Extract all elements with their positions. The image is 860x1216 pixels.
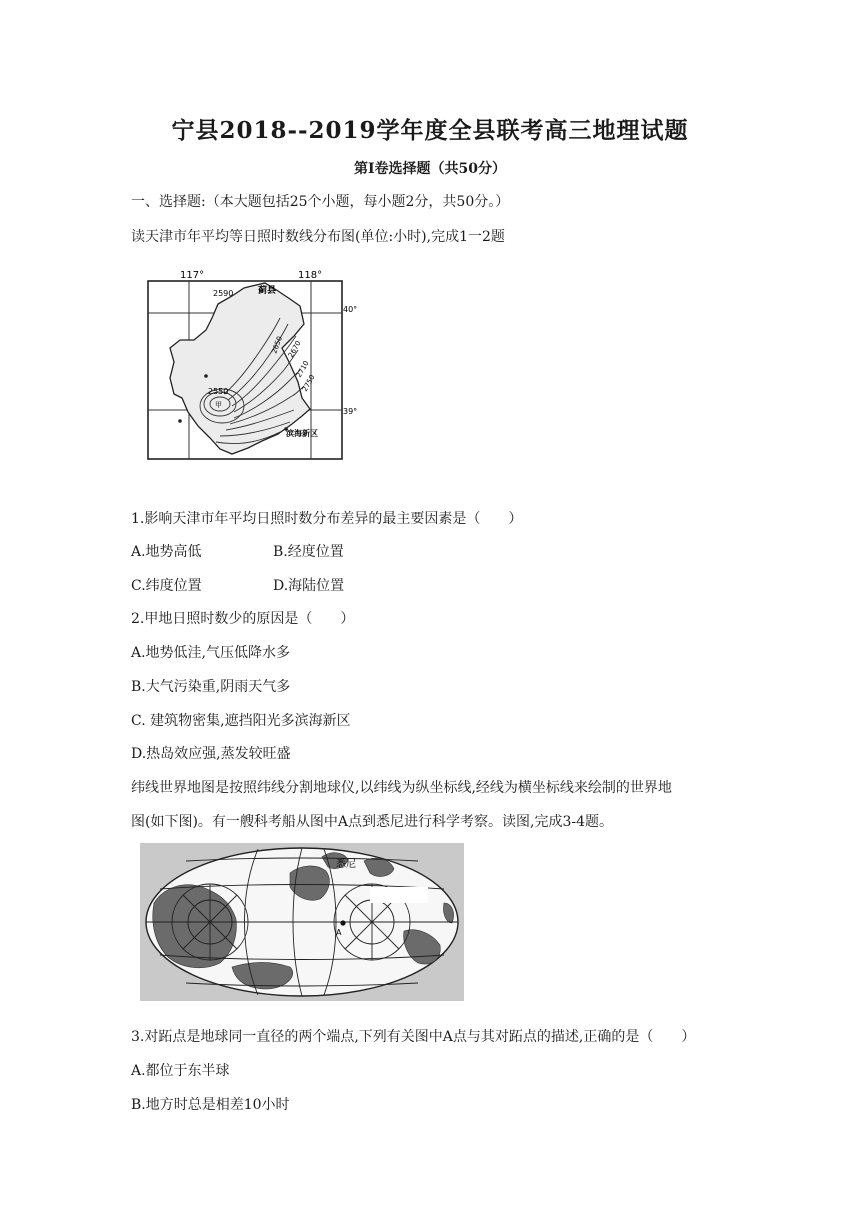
- q2-option-b: B.大气污染重,阴雨天气多: [131, 679, 291, 695]
- q3-option-a: A.都位于东半球: [131, 1063, 230, 1079]
- section-heading: 一、选择题:（本大题包括25个小题，每小题2分，共50分。）: [131, 194, 510, 210]
- lon-label-118: 118°: [298, 270, 323, 281]
- intro-q3-4-line1: 纬线世界地图是按照纬线分割地球仪,以纬线为纵坐标线,经线为横坐标线来绘制的世界地: [131, 780, 672, 796]
- lat-label-39: 39°: [343, 407, 358, 416]
- isoline-label-2550: 2550: [208, 387, 229, 396]
- q1-option-d: D.海陆位置: [273, 578, 345, 594]
- intro-q1-2: 读天津市年平均等日照时数线分布图(单位:小时),完成1一2题: [131, 229, 505, 245]
- point-a-marker: [340, 920, 345, 925]
- place-label-jixian: 蓟县: [258, 286, 277, 296]
- q2-stem: 2.甲地日照时数少的原因是（ ）: [131, 611, 355, 627]
- section-subtitle: 第Ⅰ卷选择题（共50分）: [353, 161, 507, 177]
- place-label-jia: 甲: [215, 401, 222, 409]
- isoline-label-2650: 2650: [270, 335, 284, 355]
- intro-q3-4-line2: 图(如下图)。有一艘科考船从图中A点到悉尼进行科学考察。读图,完成3-4题。: [131, 814, 614, 830]
- isoline-label-2750: 2750: [300, 373, 317, 393]
- latitude-world-map: [140, 843, 464, 1001]
- q1-stem: 1.影响天津市年平均日照时数分布差异的最主要因素是（ ）: [131, 511, 523, 527]
- city-dot: [204, 374, 208, 378]
- sydney-label: 悉尼: [336, 859, 356, 870]
- q2-option-a: A.地势低洼,气压低降水多: [131, 645, 291, 661]
- mask-box: [370, 887, 428, 903]
- isoline-label-2670: 2670: [286, 339, 303, 359]
- q1-option-b: B.经度位置: [273, 544, 344, 560]
- point-a-label: A: [336, 928, 342, 937]
- isoline-label-2710: 2710: [294, 359, 311, 379]
- q1-option-c: C.纬度位置: [131, 578, 202, 594]
- page-title: 宁县2018--2019学年度全县联考高三地理试题: [171, 117, 689, 144]
- tianjin-sunshine-map: [140, 266, 358, 464]
- q3-stem: 3.对跖点是地球同一直径的两个端点,下列有关图中A点与其对跖点的描述,正确的是（ ）: [131, 1029, 696, 1045]
- q2-option-c: C. 建筑物密集,遮挡阳光多滨海新区: [131, 713, 351, 729]
- place-label-binhai: 滨海新区: [286, 429, 318, 438]
- q2-option-d: D.热岛效应强,蒸发较旺盛: [131, 746, 291, 762]
- q3-option-b: B.地方时总是相差10小时: [131, 1097, 290, 1113]
- lat-label-40: 40°: [343, 305, 358, 314]
- isoline-label-2590: 2590: [213, 289, 234, 298]
- city-dot: [178, 419, 182, 423]
- lon-label-117: 117°: [180, 270, 205, 281]
- q1-option-a: A.地势高低: [131, 544, 202, 560]
